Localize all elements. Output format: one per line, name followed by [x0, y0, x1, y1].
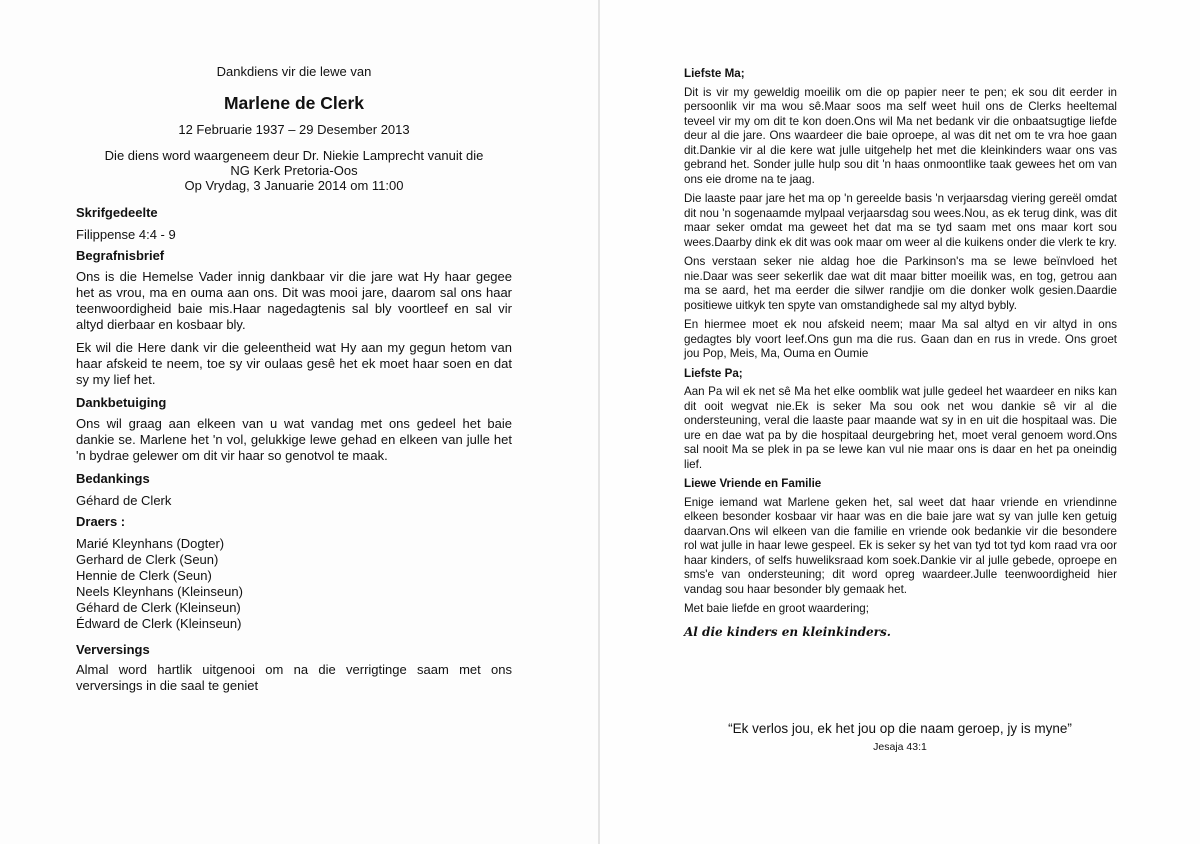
scripture-text: Filippense 4:4 - 9 — [76, 227, 176, 242]
dear-mother-paragraph-4: En hiermee moet ek nou afskeid neem; maar Ma sal altyd en vir altyd in ons gedagtes bly voort leef.Ons gun ma die rus. Gaan dan en rus in vrede. Ons groet jou Pop, Meis, Ma, Ouma en Oumie — [684, 318, 1117, 360]
funeral-letter-paragraph-1: Ons is die Hemelse Vader innig dankbaar vir die jare wat Hy haar gegee het as vrou, ma en ouma aan ons. Dit was mooi jare, daarom sal ons haar teenwoordigheid baie mis.Haar nagedagtenis sal bly voortleef en sal vir altyd dierbaar en kosbaar bly. — [76, 269, 512, 332]
pallbearer-item: Géhard de Clerk (Kleinseun) — [76, 600, 241, 615]
pallbearer-item: Marié Kleynhans (Dogter) — [76, 536, 225, 551]
pallbearer-item: Gerhard de Clerk (Seun) — [76, 552, 219, 567]
service-church: NG Kerk Pretoria-Oos — [230, 163, 358, 178]
dear-father-paragraph: Aan Pa wil ek net sê Ma het elke oomblik wat julle gedeel het waardeer en niks kan dit ooit wegvat nie.Ek is seker Ma sou ook net wou dankie sê vir al die ondersteuning, veral die laaste paar maande wat sy in en uit die hospitaal was. Die ure en dae wat pa by die hospitaal deurgebring het, moet veral genoem word.Ons sal nooit Ma se plek in pa se lewe kan vul nie maar ons is daar en het pa oneindig lief. — [684, 385, 1117, 471]
service-datetime: Op Vrydag, 3 Januarie 2014 om 11:00 — [184, 178, 404, 193]
thanks-heading: Bedankings — [76, 471, 150, 486]
dear-mother-paragraph-1: Dit is vir my geweldig moeilik om die op papier neer te pen; ek sou dit eerder in persoonlik vir ma wou sê.Maar soos ma self weet huil ons de Clerks heeltemal teveel vir my om dit te kon doen.Ons wil Ma net bedank vir die onbaatsugtige liefde deur al die jare. Ons waardeer die baie oproepe, al was dit net om te vra hoe gaan dit.Dankie vir al die kere wat julle uitgehelp het met die kleinkinders waar ons vas gebrand het. Sonder julle hulp sou dit 'n haas onmoontlike taak gewees het om van ons eie drome na te jaag. — [684, 85, 1117, 186]
dear-mother-paragraph-2: Die laaste paar jare het ma op 'n gereelde basis 'n verjaarsdag viering gereël omdat dit nou 'n sogenaamde mylpaal verjaarsdag sou wees.Nou, as ek terug dink, was dit maar seker omdat ma geweet het dat ma se tyd saam met ons maar kort sou wees.Daarby dink ek dit was ook maar om weer al die kuikens onder die vlerk te kry. — [684, 192, 1117, 249]
friends-family-heading: Liewe Vriende en Familie — [684, 477, 822, 490]
service-details — [76, 148, 512, 193]
pallbearer-item: Hennie de Clerk (Seun) — [76, 568, 212, 583]
scripture-heading: Skrifgedeelte — [76, 205, 158, 220]
dear-father-heading: Liefste Pa; — [684, 366, 743, 380]
funeral-letter-heading: Begrafnisbrief — [76, 248, 165, 263]
pallbearers-list — [76, 536, 512, 632]
funeral-letter-paragraph-2: Ek wil die Here dank vir die geleentheid wat Hy aan my gegun hetom van haar afskeid te neem, toe sy vir oulaas gesê het ek moet haar soen en dat sy my lief het. — [76, 340, 512, 387]
thanks-text: Géhard de Clerk — [76, 493, 172, 508]
right-page-content — [684, 67, 1117, 639]
deceased-name: Marlene de Clerk — [223, 93, 365, 113]
bible-verse: “Ek verlos jou, ek het jou op die naam geroep, jy is myne” — [728, 721, 1072, 736]
dear-mother-heading: Liefste Ma; — [684, 67, 745, 80]
gratitude-paragraph: Ons wil graag aan elkeen van u wat vandag met ons gedeel het baie dankie se. Marlene het 'n vol, gelukkige lewe gehad en elkeen van julle het 'n bydrae gelewer om dit vir haar so genotvol te maak. — [76, 416, 512, 463]
closing-line: Met baie liefde en groot waardering; — [684, 602, 869, 615]
left-page-content — [76, 64, 512, 701]
refreshments-paragraph: Almal word hartlik uitgenooi om na die verrigtinge saam met ons verversings in die saal te geniet — [76, 662, 512, 693]
life-dates: 12 Februarie 1937 – 29 Desember 2013 — [178, 122, 410, 137]
service-intro: Dankdiens vir die lewe van — [216, 64, 372, 79]
pallbearer-item: Édward de Clerk (Kleinseun) — [76, 616, 242, 631]
pallbearers-heading: Draers : — [76, 514, 126, 529]
service-officiant: Die diens word waargeneem deur Dr. Niekie Lamprecht vanuit die — [104, 148, 484, 163]
pallbearer-item: Neels Kleynhans (Kleinseun) — [76, 584, 243, 599]
bible-verse-reference: Jesaja 43:1 — [873, 741, 927, 753]
dear-mother-paragraph-3: Ons verstaan seker nie aldag hoe die Parkinson's ma se lewe beïnvloed het nie.Daar was seer sekerlik dae wat dit maar bitter moeilik was, en tog, getrou aan ma se aard, het ma eerder die silwer randjie om die donker wolk gesien.Daardie positiewe uitkyk ten spyte van omstandighede sal my altyd bybly. — [684, 255, 1117, 312]
refreshments-heading: Verversings — [76, 642, 150, 657]
left-page — [0, 0, 598, 844]
signature: Al die kinders en kleinkinders. — [684, 624, 891, 639]
friends-family-paragraph: Enige iemand wat Marlene geken het, sal weet dat haar vriende en vriendinne elkeen besonder kosbaar vir haar was en die baie jare wat sy van julle ken getuig daarvan.Ons wil elkeen van die familie en vriende ook bedankie vir die besondere rol wat julle in haar lewe gespeel. Ek is seker sy het van tyd tot tyd kom raad vra oor haar kinders, of selfs huweliksraad kom soek.Dankie vir al julle gebede, oproepe en sms'e van ondersteuning; dit word opreg waardeer.Julle teenwoordigheid hier vandag sou haar besonder bly gemaak het. — [684, 495, 1117, 596]
gratitude-heading: Dankbetuiging — [76, 395, 167, 410]
